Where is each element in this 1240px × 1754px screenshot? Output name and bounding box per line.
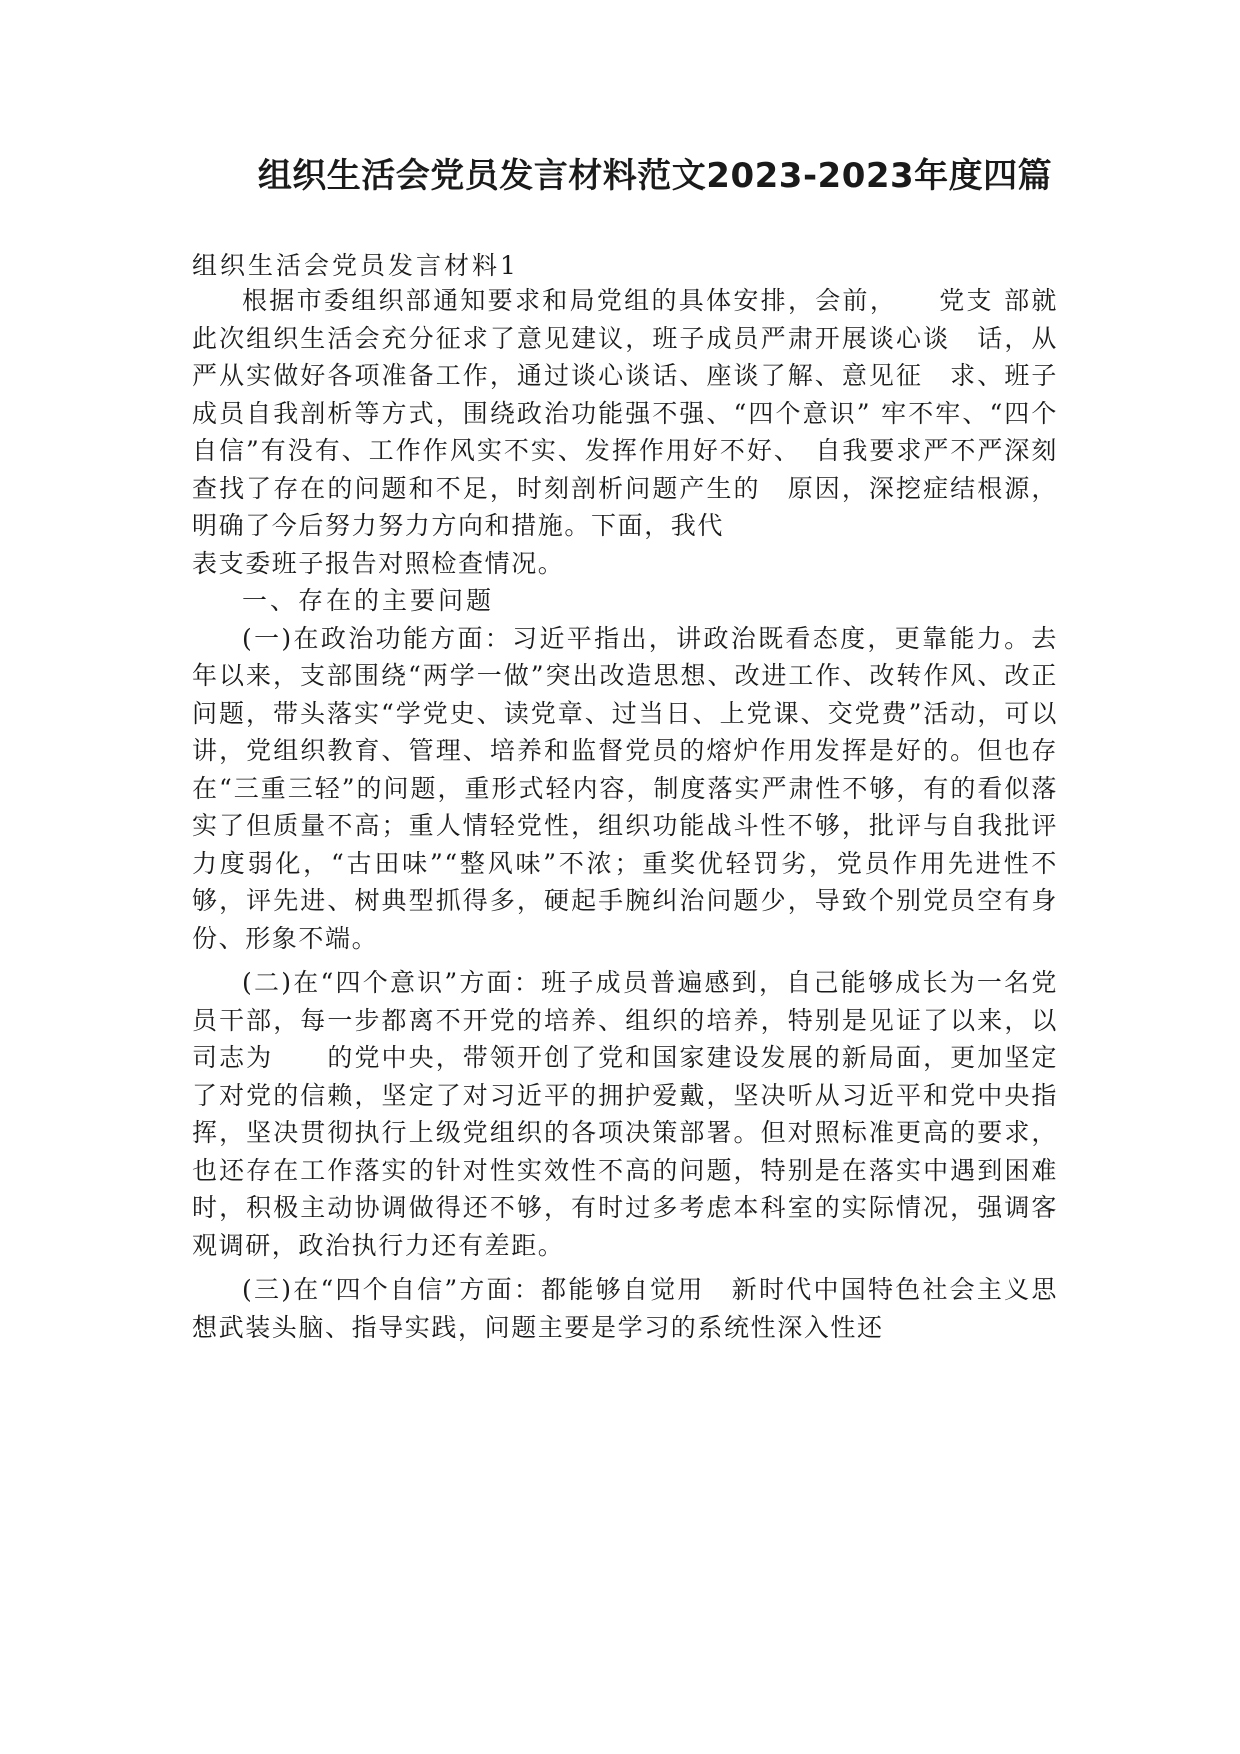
section-subtitle: 组织生活会党员发言材料1: [192, 251, 519, 280]
document-title: 组织生活会党员发言材料范文2023-2023年度四篇: [257, 156, 1053, 196]
paragraph-four-confidences: (三)在“四个自信”方面：都能够自觉用 新时代中国特色社会主义思想武装头脑、指导实践，问题主要是学习的系统性深入性还: [192, 1275, 1058, 1342]
paragraph-political-function: (一)在政治功能方面：习近平指出，讲政治既看态度，更靠能力。去年以来，支部围绕“两学一做”突出改造思想、改进工作、改转作风、改正问题，带头落实“学党史、读党章、过当日、上党课、交党费”活动，可以讲，党组织教育、管理、培养和监督党员的熔炉作用发挥是好的。但也存在“三重三轻”的问题，重形式轻内容，制度落实严肃性不够，有的看似落实了但质量不高；重人情轻党性，组织功能战斗性不够，批评与自我批评力度弱化，“古田味”“整风味”不浓；重奖优轻罚劣，党员作用先进性不够，评先进、树典型抓得多，硬起手腕纠治问题少，导致个别党员空有身份、形象不端。: [192, 623, 1058, 953]
paragraph-intro: 根据市委组织部通知要求和局党组的具体安排，会前， 党支 部就此次组织生活会充分征求了意见建议，班子成员严肃开展谈心谈 话，从严从实做好各项准备工作，通过谈心谈话、座谈了解、意见征 求、班子成员自我剖析等方式，围绕政治功能强不强、“四个意识” 牢不牢、“四个自信”有没有、工作作风实不实、发挥作用好不好、 自我要求严不严深刻查找了存在的问题和不足，时刻剖析问题产生的 原因，深挖症结根源，明确了今后努力努力方向和措施。下面，我代: [192, 286, 1058, 540]
document-body: [192, 282, 1112, 1346]
paragraph-four-consciousness: (二)在“四个意识”方面：班子成员普遍感到，自己能够成长为一名党员干部，每一步都离不开党的培养、组织的培养，特别是见证了以来，以 司志为 的党中央，带领开创了党和国家建设发展的新局面，更加坚定了对党的信赖，坚定了对习近平的拥护爱戴，坚决听从习近平和党中央指挥，坚决贯彻执行上级党组织的各项决策部署。但对照标准更高的要求，也还存在工作落实的针对性实效性不高的问题，特别是在落实中遇到困难时，积极主动协调做得还不够，有时过多考虑本科室的实际情况，强调客观调研，政治执行力还有差距。: [192, 968, 1112, 1260]
section-heading-main-problems: 一、存在的主要问题: [242, 586, 495, 615]
paragraph-intro-tail: 表支委班子报告对照检查情况。: [192, 548, 565, 578]
